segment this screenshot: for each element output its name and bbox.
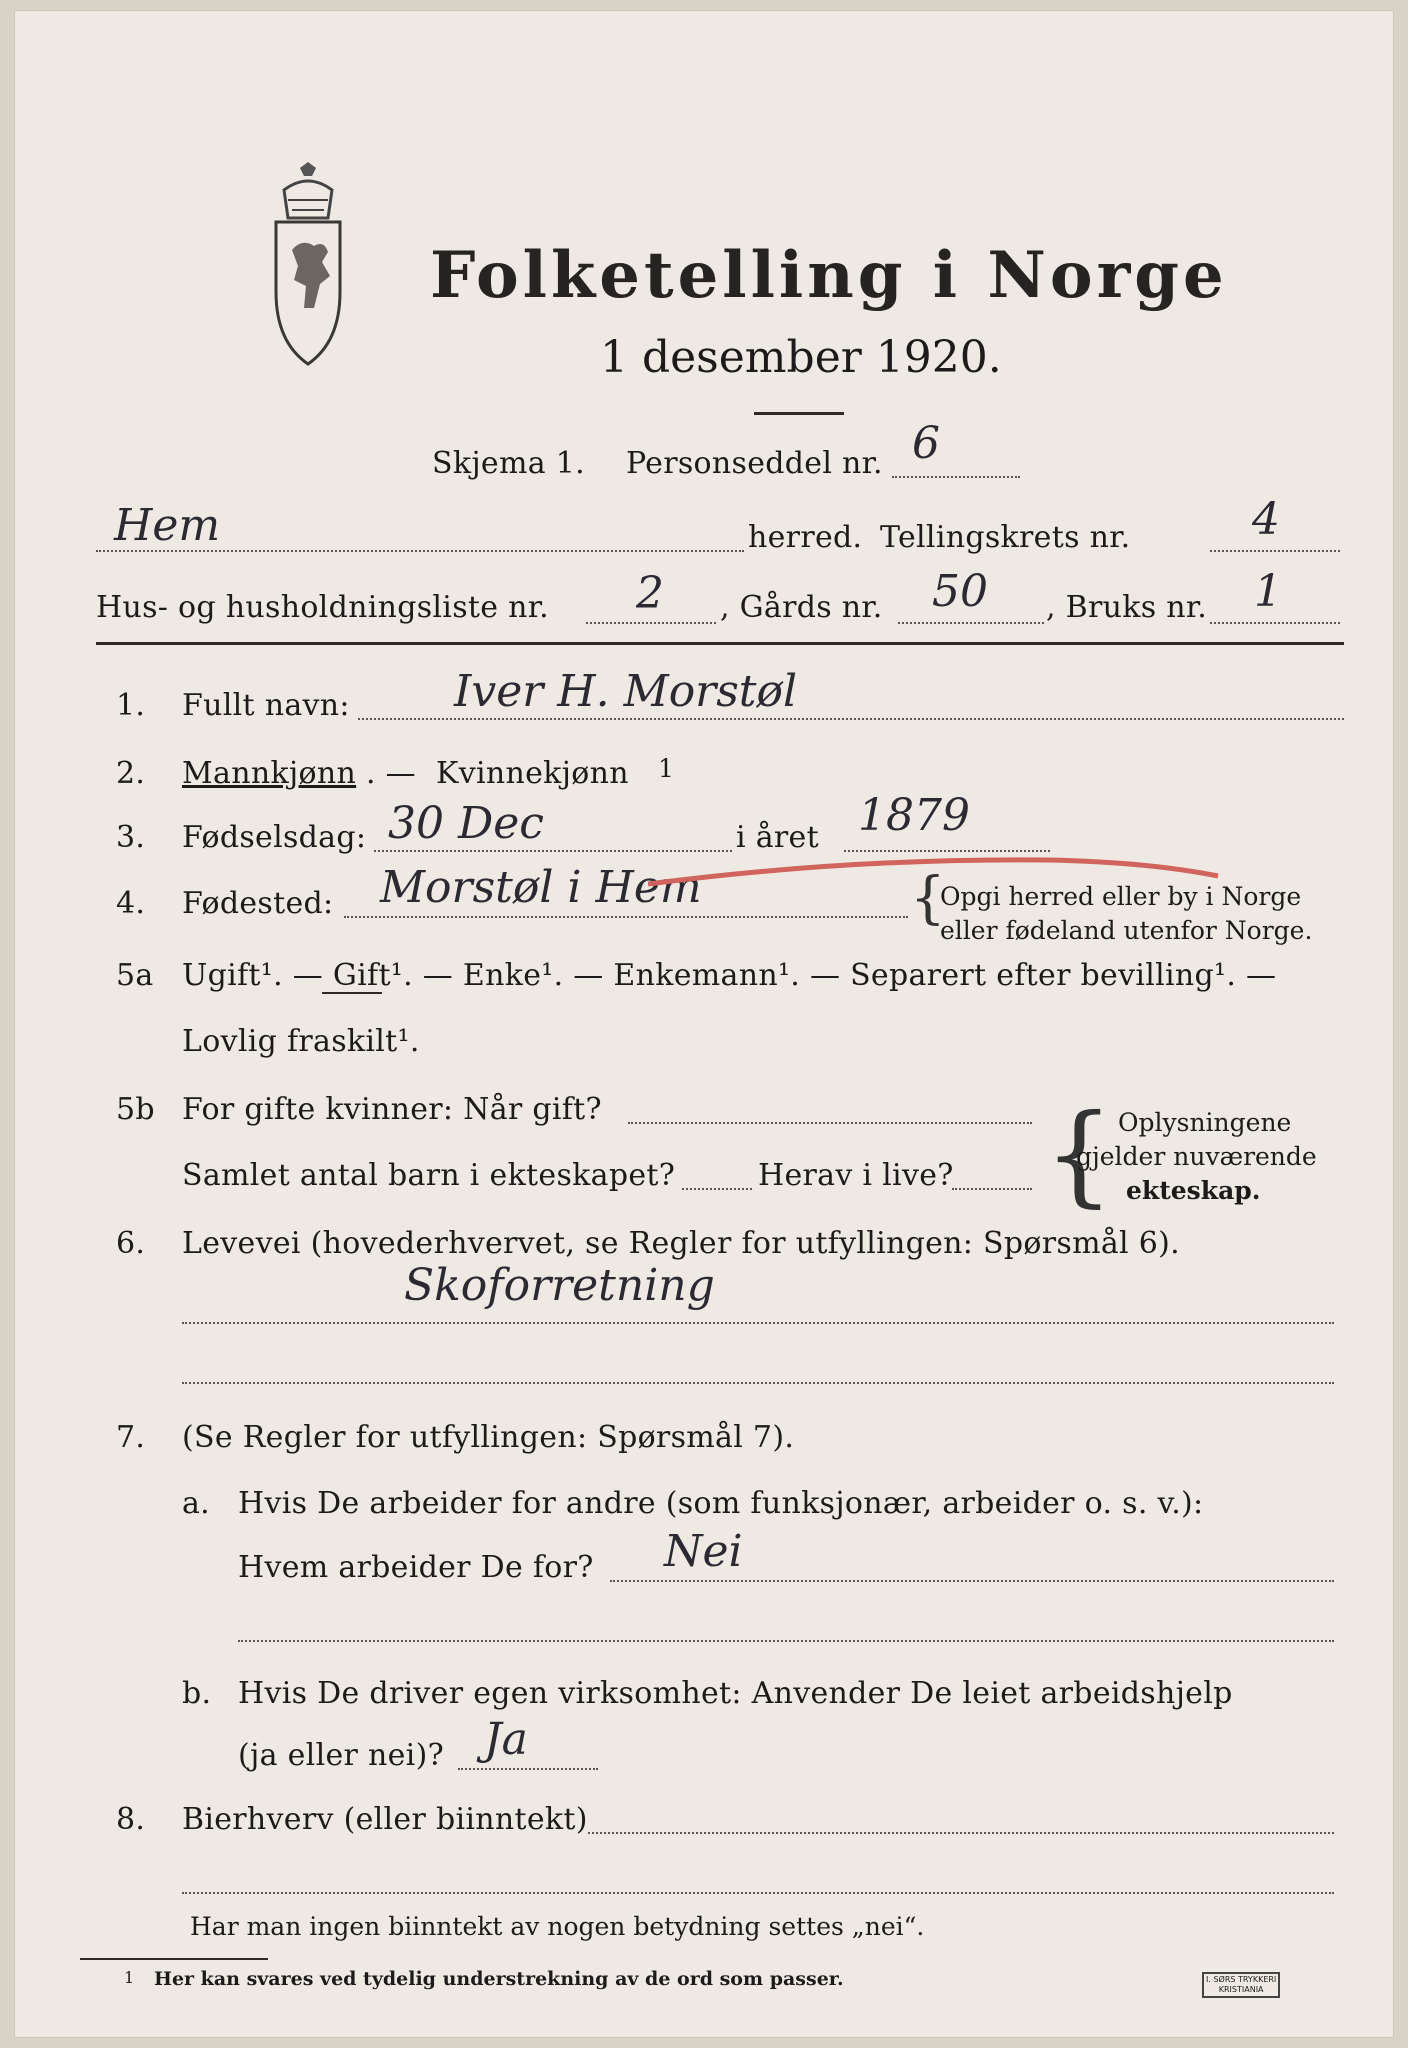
q7b-line1: Hvis De driver egen virksomhet: Anvender De leiet arbeidshjelp: [238, 1676, 1233, 1711]
census-date: 1 desember 1920.: [600, 332, 1002, 383]
gards-label: , Gårds nr.: [720, 590, 883, 625]
q5b-married-when-label: For gifte kvinner: Når gift?: [182, 1092, 602, 1127]
q4-number: 4.: [116, 886, 146, 921]
personseddel-label: Personseddel nr.: [626, 446, 883, 481]
schema-label: Skjema 1.: [432, 446, 585, 481]
q5b-brace: {: [1044, 1090, 1114, 1218]
children-field[interactable]: [682, 1188, 752, 1190]
birthday-value[interactable]: 30 Dec: [388, 798, 544, 849]
q8-number: 8.: [116, 1802, 146, 1837]
q7b-line2: (ja eller nei)?: [238, 1738, 444, 1773]
q1-label: Fullt navn:: [182, 688, 350, 723]
footnote-divider: [80, 1958, 268, 1960]
employer-field-extra[interactable]: [238, 1640, 1334, 1642]
occupation-value[interactable]: Skoforretning: [404, 1260, 715, 1311]
q4-label: Fødested:: [182, 886, 334, 921]
alive-field[interactable]: [952, 1188, 1032, 1190]
printer-stamp: [1202, 1972, 1280, 1998]
q2-number: 2.: [116, 756, 146, 791]
year-label: i året: [736, 820, 819, 855]
marital-status-options[interactable]: Ugift¹. — Gift¹. — Enke¹. — Enkemann¹. — Separert efter bevilling¹. —: [182, 958, 1277, 993]
female-option[interactable]: Kvinnekjønn: [436, 756, 629, 791]
employer-value[interactable]: Nei: [664, 1526, 743, 1577]
q5b-note-line2: gjelder nuværende: [1076, 1142, 1317, 1171]
bruks-label: , Bruks nr.: [1046, 590, 1208, 625]
footnote-number: 1: [124, 1968, 135, 1987]
q4-note-line1: Opgi herred eller by i Norge: [940, 882, 1302, 911]
q7a-line2: Hvem arbeider De for?: [238, 1550, 594, 1585]
q7-number: 7.: [116, 1420, 146, 1455]
hus-value[interactable]: 2: [636, 568, 664, 619]
hus-label: Hus- og husholdningsliste nr.: [96, 590, 549, 625]
full-name-value[interactable]: Iver H. Morstøl: [454, 666, 798, 717]
q4-note-line2: eller fødeland utenfor Norge.: [940, 916, 1313, 945]
q7b-number: b.: [182, 1676, 212, 1711]
printer-stamp-line2: KRISTIANIA: [1218, 1985, 1264, 1994]
bruks-value[interactable]: 1: [1254, 566, 1282, 617]
herred-label: herred.: [748, 520, 863, 555]
nei-instruction: Har man ingen biinntekt av nogen betydning settes „nei“.: [190, 1912, 925, 1941]
q7-label: (Se Regler for utfyllingen: Spørsmål 7).: [182, 1420, 795, 1455]
tellingskrets-label: Tellingskrets nr.: [880, 520, 1131, 555]
q5a-number: 5a: [116, 958, 154, 993]
q5b-note-line3: ekteskap.: [1126, 1176, 1261, 1205]
tellingskrets-value[interactable]: 4: [1252, 494, 1280, 545]
side-income-field[interactable]: [588, 1832, 1334, 1834]
q6-label: Levevei (hovederhvervet, se Regler for utfyllingen: Spørsmål 6).: [182, 1226, 1180, 1261]
footnote-text: Her kan svares ved tydelig understrekning av de ord som passer.: [154, 1968, 844, 1990]
married-when-field[interactable]: [628, 1122, 1032, 1124]
q5b-number: 5b: [116, 1092, 155, 1127]
printer-stamp-line1: I. SØRS TRYKKERI: [1206, 1975, 1277, 1984]
form-title: Folketelling i Norge: [430, 238, 1228, 313]
birthplace-value[interactable]: Morstøl i Hem: [380, 862, 702, 913]
q2-separator: . —: [366, 756, 416, 791]
header-divider: [96, 642, 1344, 645]
side-income-field-extra[interactable]: [182, 1892, 1334, 1894]
q5b-note-line1: Oplysningene: [1118, 1108, 1292, 1137]
male-option[interactable]: Mannkjønn: [182, 756, 357, 791]
divorced-option[interactable]: Lovlig fraskilt¹.: [182, 1024, 420, 1059]
occupation-field-extra[interactable]: [182, 1382, 1334, 1384]
coat-of-arms-icon: [262, 160, 354, 370]
q2-footnote-mark: 1: [658, 754, 674, 783]
gift-underline: [322, 992, 382, 994]
gards-value[interactable]: 50: [932, 566, 988, 617]
q3-label: Fødselsdag:: [182, 820, 367, 855]
personseddel-value[interactable]: 6: [912, 418, 940, 469]
hired-help-value[interactable]: Ja: [484, 1714, 528, 1765]
q1-number: 1.: [116, 688, 146, 723]
q7a-line1: Hvis De arbeider for andre (som funksjonær, arbeider o. s. v.):: [238, 1486, 1204, 1521]
q4-brace: {: [910, 866, 946, 931]
q7a-number: a.: [182, 1486, 211, 1521]
q3-number: 3.: [116, 820, 146, 855]
q5b-alive-label: Herav i live?: [758, 1158, 954, 1193]
birth-year-value[interactable]: 1879: [858, 790, 970, 841]
q6-number: 6.: [116, 1226, 146, 1261]
title-divider: [754, 412, 844, 415]
census-form: [14, 10, 1394, 2038]
q8-label: Bierhverv (eller biinntekt): [182, 1802, 588, 1837]
herred-value[interactable]: Hem: [114, 500, 221, 551]
q5b-children-label: Samlet antal barn i ekteskapet?: [182, 1158, 676, 1193]
